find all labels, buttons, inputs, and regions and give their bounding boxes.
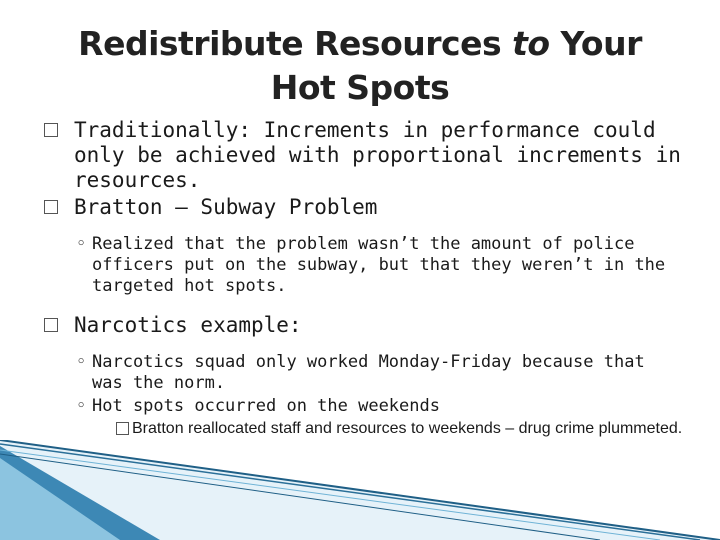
bullet-bratton-subway [44,195,684,220]
square-bullet-icon [44,318,58,332]
bullet-text: Bratton – Subway Problem [74,195,378,219]
bullet-text: Realized that the problem wasn’t the amount of police officers put on the subway, but that they weren’t in the targeted hot spots. [92,234,666,296]
title-part1: Redistribute Resources [78,24,513,63]
title-part3: Your Hot Spots [270,24,642,107]
bullet-text: Traditionally: Increments in performance could only be achieved with proportional increments in resources. [74,118,681,192]
bullet-text: Hot spots occurred on the weekends [92,396,440,416]
subbullet-narcotics-squad [44,352,684,394]
title-part2-italic: to [512,24,550,63]
decorative-stripes [0,440,720,540]
bullet-text: Narcotics example: [74,313,302,337]
bullet-narcotics [44,313,684,338]
square-bullet-icon [116,422,129,435]
subbullet-realized [44,234,684,297]
slide-title [60,22,660,110]
square-bullet-icon [44,123,58,137]
square-bullet-icon [44,200,58,214]
circle-bullet-icon: ◦ [76,234,87,254]
bullet-traditionally [44,118,684,193]
subbullet-hot-spots-weekends [44,396,684,417]
slide-body [44,118,684,438]
subsubbullet-bratton-reallocated [44,419,684,438]
bullet-text: Narcotics squad only worked Monday-Friday because that was the norm. [92,352,645,393]
circle-bullet-icon: ◦ [76,396,87,416]
bullet-text: Bratton reallocated staff and resources to weekends – drug crime plummeted. [132,420,683,437]
circle-bullet-icon: ◦ [76,352,87,372]
